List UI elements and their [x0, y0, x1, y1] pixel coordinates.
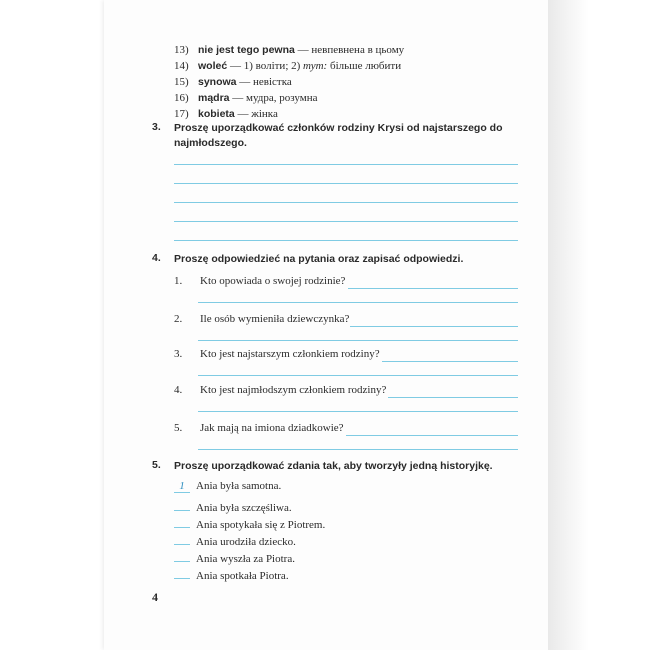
order-blank[interactable]: 1	[174, 480, 190, 493]
answer-line[interactable]	[346, 435, 518, 436]
order-blank[interactable]	[174, 515, 190, 528]
page-number: 4	[152, 590, 158, 604]
exercise-number: 5.	[152, 459, 161, 471]
answer-line[interactable]	[174, 164, 518, 165]
exercise-number: 3.	[152, 121, 161, 133]
answer-line[interactable]	[174, 183, 518, 184]
answer-line[interactable]	[174, 221, 518, 222]
workbook-page	[104, 0, 548, 650]
vocab-item: 14) woleć — 1) воліти; 2) тут: більше любити	[174, 60, 402, 72]
answer-line[interactable]	[348, 288, 518, 289]
answer-line[interactable]	[198, 340, 518, 341]
page-edge-shadow	[548, 0, 650, 650]
answer-line[interactable]	[388, 397, 518, 398]
exercise-instruction: Proszę uporządkować zdania tak, aby tworzyły jedną historyjkę.	[174, 460, 493, 472]
answer-line[interactable]	[382, 361, 518, 362]
vocab-item: 13) nie jest tego pewna — невпевнена в цьому	[174, 44, 405, 56]
exercise-instruction: Proszę uporządkować członków rodziny Krysi od najstarszego do najmłodszego.	[174, 122, 503, 149]
vocab-item: 17) kobieta — жінка	[174, 108, 278, 120]
question: 5. Jak mają na imiona dziadkowie?	[174, 422, 344, 434]
ordering-item: 1 Ania była samotna.	[174, 480, 281, 493]
question: 2. Ile osób wymieniła dziewczynka?	[174, 313, 350, 325]
ordering-item: Ania wyszła za Piotra.	[174, 549, 295, 565]
order-blank[interactable]	[174, 498, 190, 511]
answer-line[interactable]	[198, 411, 518, 412]
vocab-item: 15) synowa — невістка	[174, 76, 292, 88]
answer-line[interactable]	[198, 449, 518, 450]
answer-line[interactable]	[350, 326, 518, 327]
vocab-item: 16) mądra — мудра, розумна	[174, 92, 318, 104]
ordering-item: Ania urodziła dziecko.	[174, 532, 296, 548]
question: 4. Kto jest najmłodszym członkiem rodziny?	[174, 384, 387, 396]
vocab-note: 1) воліти; 2) тут:	[243, 60, 328, 72]
order-blank[interactable]	[174, 532, 190, 545]
answer-line[interactable]	[174, 240, 518, 241]
question: 3. Kto jest najstarszym członkiem rodziny?	[174, 348, 380, 360]
ordering-item: Ania spotykała się z Piotrem.	[174, 515, 325, 531]
order-blank[interactable]	[174, 566, 190, 579]
ordering-item: Ania spotkała Piotra.	[174, 566, 289, 582]
question: 1. Kto opowiada o swojej rodzinie?	[174, 275, 346, 287]
order-blank[interactable]	[174, 549, 190, 562]
answer-line[interactable]	[198, 302, 518, 303]
answer-line[interactable]	[198, 375, 518, 376]
answer-line[interactable]	[174, 202, 518, 203]
ordering-item: Ania była szczęśliwa.	[174, 498, 292, 514]
exercise-number: 4.	[152, 252, 161, 264]
exercise-instruction: Proszę odpowiedzieć na pytania oraz zapisać odpowiedzi.	[174, 253, 464, 265]
